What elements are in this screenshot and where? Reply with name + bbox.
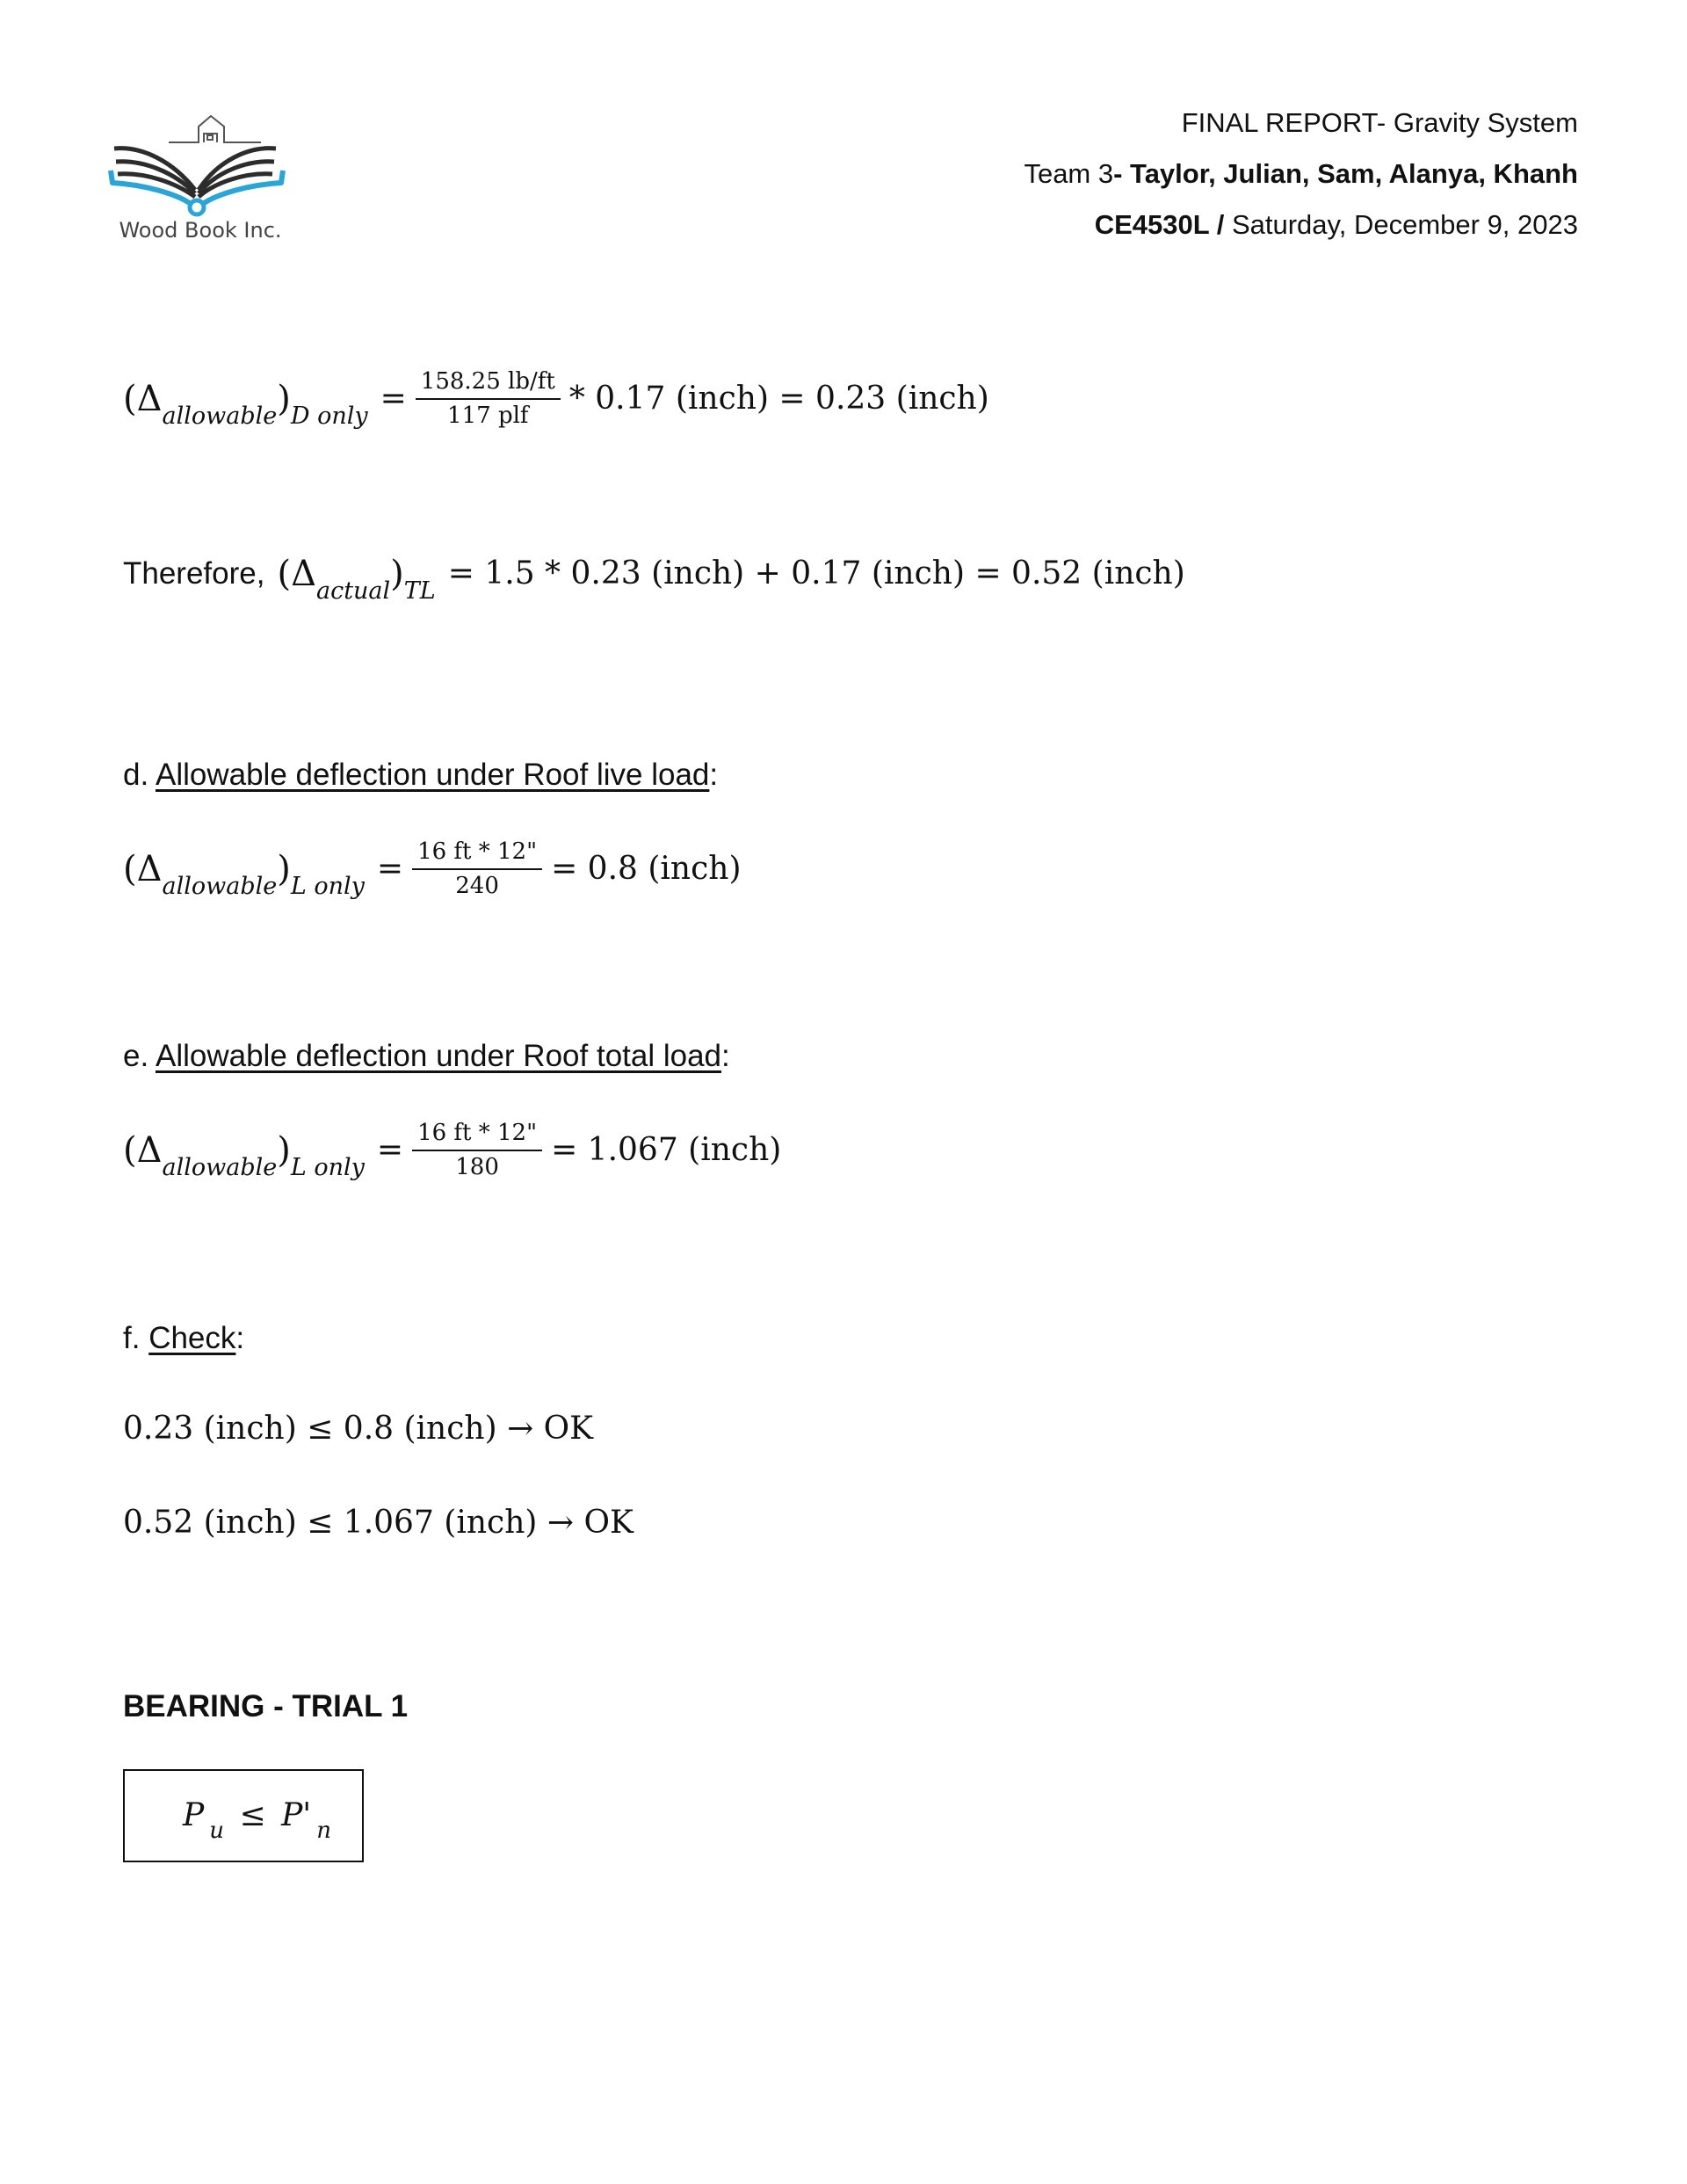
delta-symbol: (Δ: [123, 848, 163, 889]
report-title: FINAL REPORT- Gravity System: [1181, 107, 1578, 138]
course-code: CE4530L /: [1094, 209, 1225, 240]
equals-sign: =: [376, 1132, 404, 1169]
less-equal-sign: ≤: [239, 1797, 266, 1833]
section-d-title: Allowable deflection under Roof live load: [155, 758, 710, 792]
house-icon: [169, 116, 261, 142]
subscript-l-only: L only: [290, 873, 365, 901]
subscript-tl: TL: [403, 577, 436, 605]
subscript-actual: actual: [315, 577, 391, 605]
close-paren: ): [277, 848, 291, 889]
equation-result: = 0.8 (inch): [551, 851, 742, 888]
check-total-load: 0.52 (inch) ≤ 1.067 (inch) → OK: [123, 1505, 634, 1541]
equation-result: = 1.5 * 0.23 (inch) + 0.17 (inch) = 0.52 (inch): [447, 555, 1185, 591]
fraction-denominator: 240: [455, 872, 499, 899]
section-f-title: Check: [148, 1321, 236, 1355]
section-f-prefix: f.: [123, 1321, 149, 1355]
section-f-colon: :: [235, 1321, 245, 1355]
section-d-heading: [123, 758, 718, 793]
check-live-load: 0.23 (inch) ≤ 0.8 (inch) → OK: [123, 1411, 594, 1447]
equation-result: * 0.17 (inch) = 0.23 (inch): [568, 381, 989, 417]
therefore-label: Therefore,: [123, 555, 265, 591]
live-load-deflection-equation: [123, 838, 742, 901]
equals-sign: =: [380, 381, 407, 417]
close-paren: ): [390, 553, 404, 594]
span-ratio-fraction: [412, 839, 542, 898]
subscript-allowable: allowable: [162, 1154, 278, 1182]
bearing-heading: BEARING - TRIAL 1: [123, 1689, 409, 1723]
team-number: Team 3: [1024, 158, 1114, 189]
book-icon: [114, 149, 276, 197]
delta-symbol: (Δ: [277, 553, 316, 594]
team-line: [1024, 158, 1578, 190]
fraction-numerator: 16 ft * 12": [412, 839, 542, 870]
section-e-prefix: e.: [123, 1039, 156, 1073]
fraction-numerator: 158.25 lb/ft: [416, 369, 561, 400]
logo-text: Wood Book Inc.: [119, 218, 282, 241]
total-load-allowable-equation: [123, 1120, 782, 1182]
dead-load-deflection-equation: [123, 368, 989, 431]
bearing-formula: [183, 1797, 331, 1844]
subscript-d-only: D only: [290, 403, 368, 431]
course-line: [1095, 209, 1578, 241]
fraction-denominator: 117 plf: [447, 402, 529, 429]
section-e-title: Allowable deflection under Roof total load: [155, 1039, 722, 1073]
subscript-allowable: allowable: [162, 873, 278, 901]
close-paren: ): [277, 1129, 291, 1171]
delta-symbol: (Δ: [123, 1129, 163, 1171]
subscript-l-only: L only: [290, 1154, 365, 1182]
equals-sign: =: [376, 851, 404, 888]
total-load-deflection-line: [123, 553, 1185, 605]
span-ratio-fraction: [412, 1121, 542, 1179]
report-date: Saturday, December 9, 2023: [1224, 209, 1578, 240]
section-d-colon: :: [709, 758, 719, 792]
bearing-formula-box: [123, 1769, 364, 1862]
book-spine-dot: [190, 200, 204, 214]
load-ratio-fraction: [416, 369, 561, 428]
delta-symbol: (Δ: [123, 378, 163, 419]
section-f-heading: [123, 1321, 244, 1356]
section-e-heading: [123, 1039, 730, 1074]
p-symbol: P: [183, 1797, 205, 1833]
p-prime-symbol: P': [281, 1797, 312, 1833]
section-e-colon: :: [721, 1039, 730, 1073]
subscript-allowable: allowable: [162, 403, 278, 431]
wood-book-logo: [107, 109, 293, 241]
section-d-prefix: d.: [123, 758, 156, 792]
subscript-u: u: [209, 1818, 224, 1844]
equation-result: = 1.067 (inch): [551, 1132, 782, 1169]
fraction-denominator: 180: [455, 1153, 499, 1180]
close-paren: ): [277, 378, 291, 419]
subscript-n: n: [316, 1818, 331, 1844]
team-members: - Taylor, Julian, Sam, Alanya, Khanh: [1113, 158, 1578, 189]
fraction-numerator: 16 ft * 12": [412, 1121, 542, 1151]
